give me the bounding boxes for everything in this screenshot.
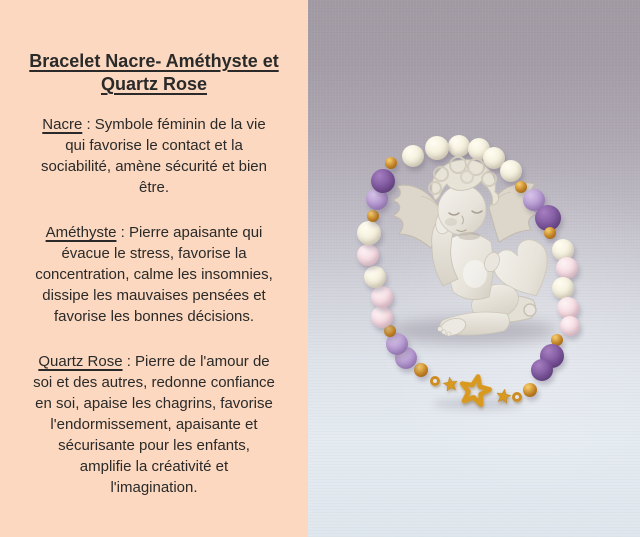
open-star-charm: [455, 371, 495, 411]
rose-bead: [560, 316, 580, 336]
gold-bead: [515, 181, 527, 193]
gold-bead: [414, 363, 428, 377]
rose-bead: [357, 244, 379, 266]
paragraphs: [15, 114, 293, 498]
product-title: [15, 50, 293, 96]
nacre-bead: [364, 266, 386, 288]
gold-bead: [544, 227, 556, 239]
paragraph: Nacre : Symbole féminin de la vie qui favorise le contact et la sociabilité, amène sécurité et bien être.: [41, 116, 267, 196]
gold-ring-link: [430, 376, 440, 386]
amethyst-bead: [531, 359, 553, 381]
paragraph-lead: Améthyste: [45, 224, 117, 241]
gold-bead: [385, 157, 397, 169]
gold-bead: [367, 210, 379, 222]
amethyst-bead: [371, 169, 395, 193]
solid-star-charm: [440, 374, 459, 393]
paragraph: Améthyste : Pierre apaisante qui évacue le stress, favorise la concentration, calme les insomnies, dissipe les mauvaises pensées et favorise les bonnes décisions.: [35, 224, 273, 325]
bracelet: [308, 0, 640, 537]
nacre-bead: [552, 277, 574, 299]
title-line: Quartz Rose: [100, 74, 208, 94]
product-photo: [308, 0, 640, 537]
paragraph: Quartz Rose : Pierre de l'amour de soi et des autres, redonne confiance en soi, apaise les chagrins, favorise l'endormissement, apaisante et sécurisante pour les enfants, amplifie la créativité et l'imagination.: [33, 353, 275, 496]
paragraph-lead: Nacre: [42, 116, 83, 133]
nacre-bead: [357, 221, 381, 245]
nacre-bead: [402, 145, 424, 167]
gold-bead: [523, 383, 537, 397]
description-panel: [0, 0, 308, 537]
gold-ring-link: [512, 392, 522, 402]
rose-bead: [371, 306, 393, 328]
nacre-bead: [425, 136, 449, 160]
paragraph-lead: Quartz Rose: [38, 353, 123, 370]
solid-star-charm: [493, 386, 513, 406]
rose-bead: [556, 257, 578, 279]
title-line: Bracelet Nacre- Améthyste et: [29, 51, 279, 71]
nacre-bead: [500, 160, 522, 182]
rose-bead: [371, 286, 393, 308]
